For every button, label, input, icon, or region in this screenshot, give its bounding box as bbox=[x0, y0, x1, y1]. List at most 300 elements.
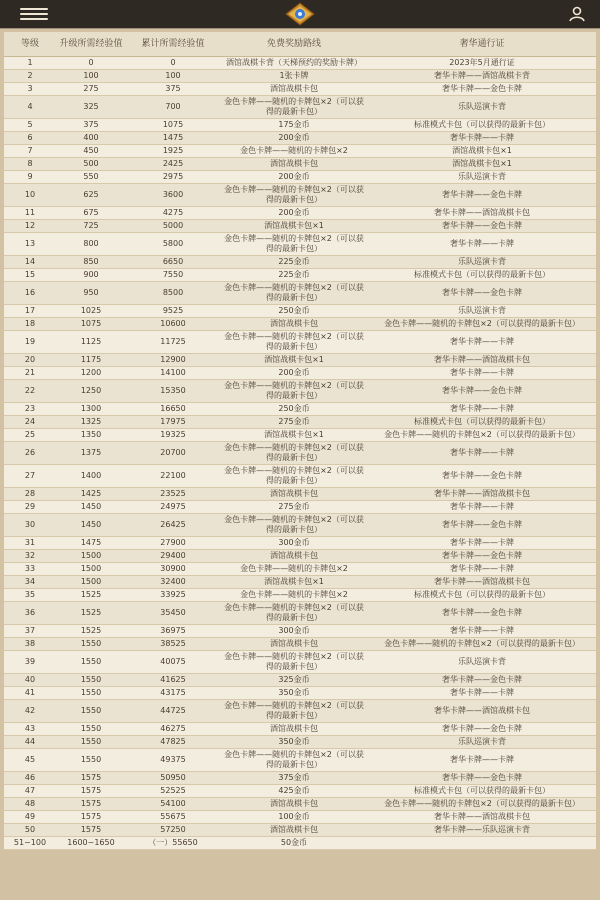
premium-reward-cell: 奢华卡牌——酒馆战棋卡包 bbox=[368, 576, 596, 589]
xp-cell: 1375 bbox=[56, 442, 126, 465]
table-row bbox=[4, 70, 596, 83]
xp-cell: 725 bbox=[56, 220, 126, 233]
free-reward-cell: 200金币 bbox=[220, 367, 368, 380]
premium-reward-cell: 乐队巡演卡背 bbox=[368, 651, 596, 674]
table-row bbox=[4, 674, 596, 687]
xp-cell: 950 bbox=[56, 282, 126, 305]
table-row bbox=[4, 563, 596, 576]
total-xp-cell: 9525 bbox=[126, 305, 220, 318]
free-reward-cell: 金色卡牌——随机的卡牌包×2（可以获得的最新卡包） bbox=[220, 380, 368, 403]
level-cell: 42 bbox=[4, 700, 56, 723]
total-xp-cell: 19325 bbox=[126, 429, 220, 442]
xp-cell: 400 bbox=[56, 132, 126, 145]
level-cell: 7 bbox=[4, 145, 56, 158]
table-body bbox=[4, 57, 596, 850]
total-xp-cell: 8500 bbox=[126, 282, 220, 305]
free-reward-cell: 325金币 bbox=[220, 674, 368, 687]
level-cell: 12 bbox=[4, 220, 56, 233]
total-xp-cell: 3600 bbox=[126, 184, 220, 207]
hearthstone-logo-icon[interactable] bbox=[283, 2, 317, 26]
table-row bbox=[4, 465, 596, 488]
premium-reward-cell: 金色卡牌——随机的卡牌包×2（可以获得的最新卡包） bbox=[368, 638, 596, 651]
total-xp-cell: 33925 bbox=[126, 589, 220, 602]
level-cell: 39 bbox=[4, 651, 56, 674]
free-reward-cell: 375金币 bbox=[220, 772, 368, 785]
premium-reward-cell: 奢华卡牌——酒馆战棋卡包 bbox=[368, 700, 596, 723]
xp-cell: 0 bbox=[56, 57, 126, 70]
free-reward-cell: 275金币 bbox=[220, 416, 368, 429]
premium-reward-cell: 奢华卡牌——金色卡牌 bbox=[368, 674, 596, 687]
table-row bbox=[4, 96, 596, 119]
level-cell: 14 bbox=[4, 256, 56, 269]
total-xp-cell: 54100 bbox=[126, 798, 220, 811]
xp-cell: 325 bbox=[56, 96, 126, 119]
premium-reward-cell: 奢华卡牌——卡牌 bbox=[368, 367, 596, 380]
column-header-premium-track: 奢华通行证 bbox=[368, 32, 596, 57]
xp-cell: 1025 bbox=[56, 305, 126, 318]
total-xp-cell: 32400 bbox=[126, 576, 220, 589]
table-row bbox=[4, 537, 596, 550]
free-reward-cell: 金色卡牌——随机的卡牌包×2 bbox=[220, 563, 368, 576]
level-cell: 45 bbox=[4, 749, 56, 772]
user-icon[interactable] bbox=[568, 5, 586, 23]
level-cell: 20 bbox=[4, 354, 56, 367]
level-cell: 37 bbox=[4, 625, 56, 638]
premium-reward-cell: 奢华卡牌——金色卡牌 bbox=[368, 220, 596, 233]
xp-cell: 1575 bbox=[56, 772, 126, 785]
level-cell: 43 bbox=[4, 723, 56, 736]
xp-cell: 1450 bbox=[56, 514, 126, 537]
total-xp-cell: 0 bbox=[126, 57, 220, 70]
table-row bbox=[4, 403, 596, 416]
xp-cell: 1500 bbox=[56, 550, 126, 563]
xp-cell: 1300 bbox=[56, 403, 126, 416]
level-cell: 34 bbox=[4, 576, 56, 589]
table-row bbox=[4, 233, 596, 256]
free-reward-cell: 1张卡牌 bbox=[220, 70, 368, 83]
premium-reward-cell: 奢华卡牌——卡牌 bbox=[368, 563, 596, 576]
premium-reward-cell: 奢华卡牌——酒馆战棋卡背 bbox=[368, 70, 596, 83]
premium-reward-cell: 酒馆战棋卡包×1 bbox=[368, 145, 596, 158]
table-row bbox=[4, 723, 596, 736]
total-xp-cell: 7550 bbox=[126, 269, 220, 282]
level-cell: 50 bbox=[4, 824, 56, 837]
free-reward-cell: 金色卡牌——随机的卡牌包×2（可以获得的最新卡包） bbox=[220, 465, 368, 488]
table-row bbox=[4, 83, 596, 96]
premium-reward-cell: 标准模式卡包（可以获得的最新卡包） bbox=[368, 785, 596, 798]
level-cell: 6 bbox=[4, 132, 56, 145]
total-xp-cell: 6650 bbox=[126, 256, 220, 269]
level-cell: 23 bbox=[4, 403, 56, 416]
level-cell: 41 bbox=[4, 687, 56, 700]
free-reward-cell: 酒馆战棋卡包 bbox=[220, 723, 368, 736]
reward-track-table bbox=[4, 32, 596, 850]
premium-reward-cell: 奢华卡牌——金色卡牌 bbox=[368, 83, 596, 96]
xp-cell: 1575 bbox=[56, 811, 126, 824]
level-cell: 47 bbox=[4, 785, 56, 798]
premium-reward-cell: 标准模式卡包（可以获得的最新卡包） bbox=[368, 119, 596, 132]
table-row bbox=[4, 318, 596, 331]
table-row bbox=[4, 550, 596, 563]
total-xp-cell: 29400 bbox=[126, 550, 220, 563]
xp-cell: 550 bbox=[56, 171, 126, 184]
free-reward-cell: 金色卡牌——随机的卡牌包×2（可以获得的最新卡包） bbox=[220, 282, 368, 305]
free-reward-cell: 酒馆战棋卡包 bbox=[220, 550, 368, 563]
total-xp-cell: 375 bbox=[126, 83, 220, 96]
level-cell: 11 bbox=[4, 207, 56, 220]
premium-reward-cell: 奢华卡牌——乐队巡演卡背 bbox=[368, 824, 596, 837]
total-xp-cell: 16650 bbox=[126, 403, 220, 416]
xp-cell: 1575 bbox=[56, 785, 126, 798]
free-reward-cell: 225金币 bbox=[220, 256, 368, 269]
table-row bbox=[4, 488, 596, 501]
free-reward-cell: 225金币 bbox=[220, 269, 368, 282]
premium-reward-cell: 标准模式卡包（可以获得的最新卡包） bbox=[368, 416, 596, 429]
premium-reward-cell bbox=[368, 837, 596, 850]
total-xp-cell: 15350 bbox=[126, 380, 220, 403]
free-reward-cell: 200金币 bbox=[220, 171, 368, 184]
total-xp-cell: 44725 bbox=[126, 700, 220, 723]
free-reward-cell: 酒馆战棋卡包×1 bbox=[220, 429, 368, 442]
table-row bbox=[4, 282, 596, 305]
table-row bbox=[4, 442, 596, 465]
premium-reward-cell: 乐队巡演卡背 bbox=[368, 96, 596, 119]
total-xp-cell: 1475 bbox=[126, 132, 220, 145]
level-cell: 10 bbox=[4, 184, 56, 207]
level-cell: 35 bbox=[4, 589, 56, 602]
total-xp-cell: 47825 bbox=[126, 736, 220, 749]
table-row bbox=[4, 132, 596, 145]
free-reward-cell: 金色卡牌——随机的卡牌包×2 bbox=[220, 145, 368, 158]
xp-cell: 1400 bbox=[56, 465, 126, 488]
xp-cell: 1525 bbox=[56, 625, 126, 638]
top-nav-bar bbox=[0, 0, 600, 28]
premium-reward-cell: 乐队巡演卡背 bbox=[368, 736, 596, 749]
total-xp-cell: 5000 bbox=[126, 220, 220, 233]
level-cell: 16 bbox=[4, 282, 56, 305]
hamburger-icon-line bbox=[20, 8, 48, 10]
total-xp-cell: 17975 bbox=[126, 416, 220, 429]
table-row bbox=[4, 501, 596, 514]
premium-reward-cell: 奢华卡牌——金色卡牌 bbox=[368, 465, 596, 488]
premium-reward-cell: 奢华卡牌——金色卡牌 bbox=[368, 550, 596, 563]
column-header-level: 等级 bbox=[4, 32, 56, 57]
free-reward-cell: 金色卡牌——随机的卡牌包×2（可以获得的最新卡包） bbox=[220, 184, 368, 207]
total-xp-cell: 700 bbox=[126, 96, 220, 119]
total-xp-cell: 52525 bbox=[126, 785, 220, 798]
xp-cell: 1550 bbox=[56, 651, 126, 674]
table-row bbox=[4, 354, 596, 367]
total-xp-cell: 2975 bbox=[126, 171, 220, 184]
free-reward-cell: 酒馆战棋卡包 bbox=[220, 824, 368, 837]
premium-reward-cell: 奢华卡牌——酒馆战棋卡包 bbox=[368, 488, 596, 501]
free-reward-cell: 275金币 bbox=[220, 501, 368, 514]
level-cell: 24 bbox=[4, 416, 56, 429]
level-cell: 32 bbox=[4, 550, 56, 563]
free-reward-cell: 金色卡牌——随机的卡牌包×2（可以获得的最新卡包） bbox=[220, 442, 368, 465]
xp-cell: 1600~1650 bbox=[56, 837, 126, 850]
xp-cell: 1550 bbox=[56, 723, 126, 736]
premium-reward-cell: 奢华卡牌——卡牌 bbox=[368, 625, 596, 638]
table-row bbox=[4, 367, 596, 380]
xp-cell: 1550 bbox=[56, 736, 126, 749]
total-xp-cell: 100 bbox=[126, 70, 220, 83]
table-row bbox=[4, 269, 596, 282]
table-row bbox=[4, 625, 596, 638]
premium-reward-cell: 奢华卡牌——金色卡牌 bbox=[368, 282, 596, 305]
xp-cell: 1550 bbox=[56, 638, 126, 651]
free-reward-cell: 金色卡牌——随机的卡牌包×2 bbox=[220, 589, 368, 602]
xp-cell: 900 bbox=[56, 269, 126, 282]
table-row bbox=[4, 589, 596, 602]
xp-cell: 1425 bbox=[56, 488, 126, 501]
hamburger-icon[interactable] bbox=[20, 8, 48, 20]
level-cell: 26 bbox=[4, 442, 56, 465]
xp-cell: 450 bbox=[56, 145, 126, 158]
total-xp-cell: 38525 bbox=[126, 638, 220, 651]
free-reward-cell: 酒馆战棋卡包×1 bbox=[220, 576, 368, 589]
table-row bbox=[4, 171, 596, 184]
table-row bbox=[4, 798, 596, 811]
total-xp-cell: 2425 bbox=[126, 158, 220, 171]
free-reward-cell: 酒馆战棋卡包 bbox=[220, 638, 368, 651]
table-row bbox=[4, 57, 596, 70]
level-cell: 25 bbox=[4, 429, 56, 442]
level-cell: 27 bbox=[4, 465, 56, 488]
table-row bbox=[4, 837, 596, 850]
level-cell: 15 bbox=[4, 269, 56, 282]
free-reward-cell: 酒馆战棋卡包 bbox=[220, 318, 368, 331]
free-reward-cell: 金色卡牌——随机的卡牌包×2（可以获得的最新卡包） bbox=[220, 602, 368, 625]
total-xp-cell: 30900 bbox=[126, 563, 220, 576]
level-cell: 36 bbox=[4, 602, 56, 625]
free-reward-cell: 酒馆战棋卡包 bbox=[220, 798, 368, 811]
hamburger-icon-line bbox=[20, 18, 48, 20]
level-cell: 21 bbox=[4, 367, 56, 380]
premium-reward-cell: 奢华卡牌——金色卡牌 bbox=[368, 184, 596, 207]
xp-cell: 1575 bbox=[56, 798, 126, 811]
xp-cell: 1250 bbox=[56, 380, 126, 403]
total-xp-cell: 40075 bbox=[126, 651, 220, 674]
xp-cell: 1550 bbox=[56, 687, 126, 700]
total-xp-cell: 49375 bbox=[126, 749, 220, 772]
level-cell: 17 bbox=[4, 305, 56, 318]
xp-cell: 1475 bbox=[56, 537, 126, 550]
level-cell: 1 bbox=[4, 57, 56, 70]
total-xp-cell: 26425 bbox=[126, 514, 220, 537]
premium-reward-cell: 奢华卡牌——卡牌 bbox=[368, 537, 596, 550]
table-row bbox=[4, 331, 596, 354]
premium-reward-cell: 奢华卡牌——酒馆战棋卡包 bbox=[368, 207, 596, 220]
free-reward-cell: 425金币 bbox=[220, 785, 368, 798]
premium-reward-cell: 奢华卡牌——卡牌 bbox=[368, 442, 596, 465]
free-reward-cell: 300金币 bbox=[220, 537, 368, 550]
total-xp-cell: 46275 bbox=[126, 723, 220, 736]
free-reward-cell: 250金币 bbox=[220, 403, 368, 416]
table-header-row bbox=[4, 32, 596, 57]
premium-reward-cell: 奢华卡牌——卡牌 bbox=[368, 749, 596, 772]
xp-cell: 625 bbox=[56, 184, 126, 207]
xp-cell: 1575 bbox=[56, 824, 126, 837]
free-reward-cell: 酒馆战棋卡包 bbox=[220, 83, 368, 96]
table-row bbox=[4, 145, 596, 158]
level-cell: 48 bbox=[4, 798, 56, 811]
xp-cell: 850 bbox=[56, 256, 126, 269]
table-row bbox=[4, 119, 596, 132]
premium-reward-cell: 奢华卡牌——酒馆战棋卡包 bbox=[368, 354, 596, 367]
premium-reward-cell: 奢华卡牌——酒馆战棋卡包 bbox=[368, 811, 596, 824]
xp-cell: 1175 bbox=[56, 354, 126, 367]
xp-cell: 1525 bbox=[56, 602, 126, 625]
table-row bbox=[4, 700, 596, 723]
level-cell: 13 bbox=[4, 233, 56, 256]
table-row bbox=[4, 305, 596, 318]
level-cell: 9 bbox=[4, 171, 56, 184]
free-reward-cell: 350金币 bbox=[220, 687, 368, 700]
total-xp-cell: 27900 bbox=[126, 537, 220, 550]
total-xp-cell: 35450 bbox=[126, 602, 220, 625]
level-cell: 46 bbox=[4, 772, 56, 785]
xp-cell: 1200 bbox=[56, 367, 126, 380]
level-cell: 3 bbox=[4, 83, 56, 96]
total-xp-cell: 20700 bbox=[126, 442, 220, 465]
total-xp-cell: 11725 bbox=[126, 331, 220, 354]
level-cell: 4 bbox=[4, 96, 56, 119]
table-row bbox=[4, 220, 596, 233]
free-reward-cell: 175金币 bbox=[220, 119, 368, 132]
rewards-table-container bbox=[0, 28, 600, 850]
level-cell: 40 bbox=[4, 674, 56, 687]
table-row bbox=[4, 687, 596, 700]
table-row bbox=[4, 824, 596, 837]
free-reward-cell: 250金币 bbox=[220, 305, 368, 318]
level-cell: 44 bbox=[4, 736, 56, 749]
table-row bbox=[4, 651, 596, 674]
premium-reward-cell: 金色卡牌——随机的卡牌包×2（可以获得的最新卡包） bbox=[368, 318, 596, 331]
premium-reward-cell: 奢华卡牌——卡牌 bbox=[368, 687, 596, 700]
level-cell: 2 bbox=[4, 70, 56, 83]
free-reward-cell: 酒馆战棋卡包×1 bbox=[220, 220, 368, 233]
free-reward-cell: 金色卡牌——随机的卡牌包×2（可以获得的最新卡包） bbox=[220, 96, 368, 119]
xp-cell: 1325 bbox=[56, 416, 126, 429]
total-xp-cell: 1075 bbox=[126, 119, 220, 132]
total-xp-cell: 5800 bbox=[126, 233, 220, 256]
xp-cell: 1550 bbox=[56, 700, 126, 723]
total-xp-cell: 14100 bbox=[126, 367, 220, 380]
premium-reward-cell: 奢华卡牌——金色卡牌 bbox=[368, 514, 596, 537]
table-row bbox=[4, 514, 596, 537]
xp-cell: 1525 bbox=[56, 589, 126, 602]
free-reward-cell: 350金币 bbox=[220, 736, 368, 749]
premium-reward-cell: 奢华卡牌——卡牌 bbox=[368, 501, 596, 514]
total-xp-cell: 55675 bbox=[126, 811, 220, 824]
free-reward-cell: 100金币 bbox=[220, 811, 368, 824]
free-reward-cell: 酒馆战棋卡包 bbox=[220, 158, 368, 171]
table-row bbox=[4, 749, 596, 772]
table-row bbox=[4, 429, 596, 442]
table-row bbox=[4, 602, 596, 625]
level-cell: 49 bbox=[4, 811, 56, 824]
premium-reward-cell: 乐队巡演卡背 bbox=[368, 171, 596, 184]
xp-cell: 275 bbox=[56, 83, 126, 96]
total-xp-cell: 1925 bbox=[126, 145, 220, 158]
total-xp-cell: 43175 bbox=[126, 687, 220, 700]
premium-reward-cell: 奢华卡牌——卡牌 bbox=[368, 233, 596, 256]
level-cell: 22 bbox=[4, 380, 56, 403]
level-cell: 8 bbox=[4, 158, 56, 171]
free-reward-cell: 酒馆战棋卡包×1 bbox=[220, 354, 368, 367]
premium-reward-cell: 酒馆战棋卡包×1 bbox=[368, 158, 596, 171]
premium-reward-cell: 奢华卡牌——金色卡牌 bbox=[368, 723, 596, 736]
xp-cell: 1500 bbox=[56, 576, 126, 589]
level-cell: 29 bbox=[4, 501, 56, 514]
column-header-free-track: 免费奖励路线 bbox=[220, 32, 368, 57]
free-reward-cell: 金色卡牌——随机的卡牌包×2（可以获得的最新卡包） bbox=[220, 233, 368, 256]
total-xp-cell: 10600 bbox=[126, 318, 220, 331]
premium-reward-cell: 标准模式卡包（可以获得的最新卡包） bbox=[368, 269, 596, 282]
xp-cell: 500 bbox=[56, 158, 126, 171]
premium-reward-cell: 奢华卡牌——卡牌 bbox=[368, 331, 596, 354]
xp-cell: 1075 bbox=[56, 318, 126, 331]
premium-reward-cell: 奢华卡牌——金色卡牌 bbox=[368, 602, 596, 625]
xp-cell: 1500 bbox=[56, 563, 126, 576]
premium-reward-cell: 奢华卡牌——金色卡牌 bbox=[368, 380, 596, 403]
table-row bbox=[4, 772, 596, 785]
total-xp-cell: 4275 bbox=[126, 207, 220, 220]
table-row bbox=[4, 785, 596, 798]
table-row bbox=[4, 811, 596, 824]
premium-reward-cell: 标准模式卡包（可以获得的最新卡包） bbox=[368, 589, 596, 602]
free-reward-cell: 金色卡牌——随机的卡牌包×2（可以获得的最新卡包） bbox=[220, 749, 368, 772]
level-cell: 31 bbox=[4, 537, 56, 550]
premium-reward-cell: 奢华卡牌——卡牌 bbox=[368, 403, 596, 416]
free-reward-cell: 200金币 bbox=[220, 132, 368, 145]
level-cell: 38 bbox=[4, 638, 56, 651]
xp-cell: 800 bbox=[56, 233, 126, 256]
total-xp-cell: 36975 bbox=[126, 625, 220, 638]
premium-reward-cell: 奢华卡牌——卡牌 bbox=[368, 132, 596, 145]
free-reward-cell: 酒馆战棋卡包 bbox=[220, 488, 368, 501]
xp-cell: 1450 bbox=[56, 501, 126, 514]
total-xp-cell: 12900 bbox=[126, 354, 220, 367]
xp-cell: 1550 bbox=[56, 749, 126, 772]
total-xp-cell: 41625 bbox=[126, 674, 220, 687]
free-reward-cell: 金色卡牌——随机的卡牌包×2（可以获得的最新卡包） bbox=[220, 331, 368, 354]
table-row bbox=[4, 380, 596, 403]
level-cell: 19 bbox=[4, 331, 56, 354]
table-row bbox=[4, 256, 596, 269]
premium-reward-cell: 金色卡牌——随机的卡牌包×2（可以获得的最新卡包） bbox=[368, 798, 596, 811]
column-header-total-xp: 累计所需经验值 bbox=[126, 32, 220, 57]
free-reward-cell: 300金币 bbox=[220, 625, 368, 638]
premium-reward-cell: 奢华卡牌——金色卡牌 bbox=[368, 772, 596, 785]
total-xp-cell: 24975 bbox=[126, 501, 220, 514]
table-row bbox=[4, 576, 596, 589]
premium-reward-cell: 乐队巡演卡背 bbox=[368, 256, 596, 269]
free-reward-cell: 酒馆战棋卡背（天梯预约的奖励卡牌） bbox=[220, 57, 368, 70]
free-reward-cell: 50金币 bbox=[220, 837, 368, 850]
level-cell: 30 bbox=[4, 514, 56, 537]
level-cell: 5 bbox=[4, 119, 56, 132]
level-cell: 51~100 bbox=[4, 837, 56, 850]
xp-cell: 1350 bbox=[56, 429, 126, 442]
xp-cell: 675 bbox=[56, 207, 126, 220]
xp-cell: 1125 bbox=[56, 331, 126, 354]
total-xp-cell: （一）55650 bbox=[126, 837, 220, 850]
table-row bbox=[4, 416, 596, 429]
xp-cell: 1550 bbox=[56, 674, 126, 687]
free-reward-cell: 金色卡牌——随机的卡牌包×2（可以获得的最新卡包） bbox=[220, 514, 368, 537]
